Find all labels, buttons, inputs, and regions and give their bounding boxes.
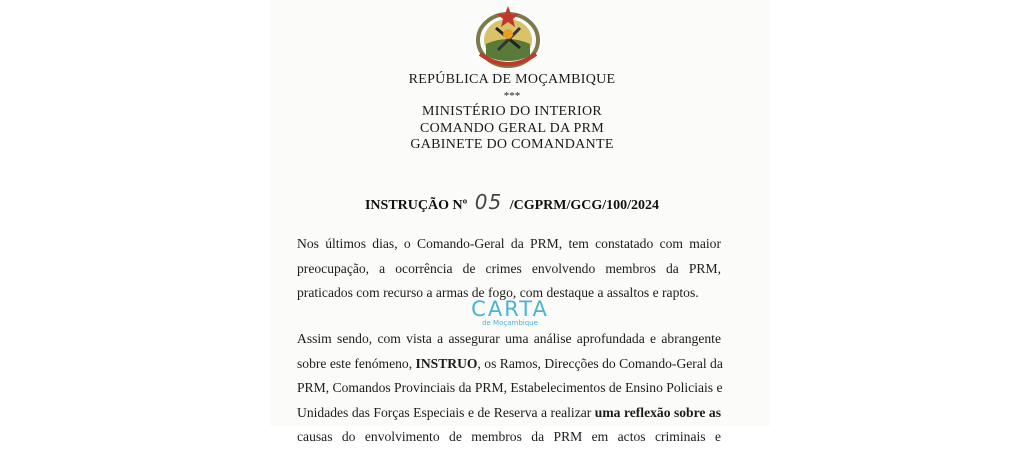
office-heading: GABINETE DO COMANDANTE	[410, 137, 614, 152]
reflection-emphasis: uma reflexão sobre as	[594, 404, 722, 420]
paragraph-2-line-4-start: Unidades das Forças Especiais e de Reserva a realizar	[297, 404, 592, 420]
paragraph-2-line-1: Assim sendo, com vista a assegurar uma análise aprofundada e abrangente	[297, 331, 721, 346]
watermark-main-text: CARTA	[471, 297, 549, 321]
instruction-title	[0, 190, 1024, 214]
ministry-heading: MINISTÉRIO DO INTERIOR	[421, 104, 603, 119]
paragraph-2-line-2-end: , os Ramos, Direcções do Comando-Geral da	[477, 355, 723, 371]
country-heading: REPÚBLICA DE MOÇAMBIQUE	[408, 72, 616, 87]
watermark-sub-text: de Moçambique	[482, 319, 538, 327]
instruction-suffix: /CGPRM/GCG/100/2024	[509, 198, 660, 213]
header-stars: ***	[503, 90, 521, 102]
paragraph-2-line-4	[297, 401, 721, 426]
instruo-keyword: INSTRUO	[415, 355, 478, 371]
paragraph-1-line-2: preocupação, a ocorrência de crimes envolvendo membros da PRM,	[297, 260, 721, 276]
coat-of-arms-emblem	[468, 4, 548, 70]
command-heading: COMANDO GERAL DA PRM	[419, 121, 604, 136]
paragraph-1	[297, 232, 721, 306]
paragraph-2-line-2	[297, 352, 721, 377]
paragraph-2-line-2-start: sobre este fenómeno,	[297, 355, 413, 371]
paragraph-2-line-5: causas do envolvimento de membros da PRM em actos criminais e	[297, 429, 721, 444]
paragraph-1-line-1: Nos últimos dias, o Comando-Geral da PRM, tem constatado com maior	[297, 236, 721, 251]
instruction-prefix: INSTRUÇÃO Nº	[364, 198, 468, 213]
paragraph-1-line-3: praticados com recurso a armas de fogo, com destaque a assaltos e raptos.	[297, 285, 699, 300]
paragraph-2-line-3: PRM, Comandos Provinciais da PRM, Estabelecimentos de Ensino Policiais e	[297, 380, 723, 395]
instruction-number: 05	[474, 190, 503, 214]
paragraph-2	[297, 327, 721, 450]
